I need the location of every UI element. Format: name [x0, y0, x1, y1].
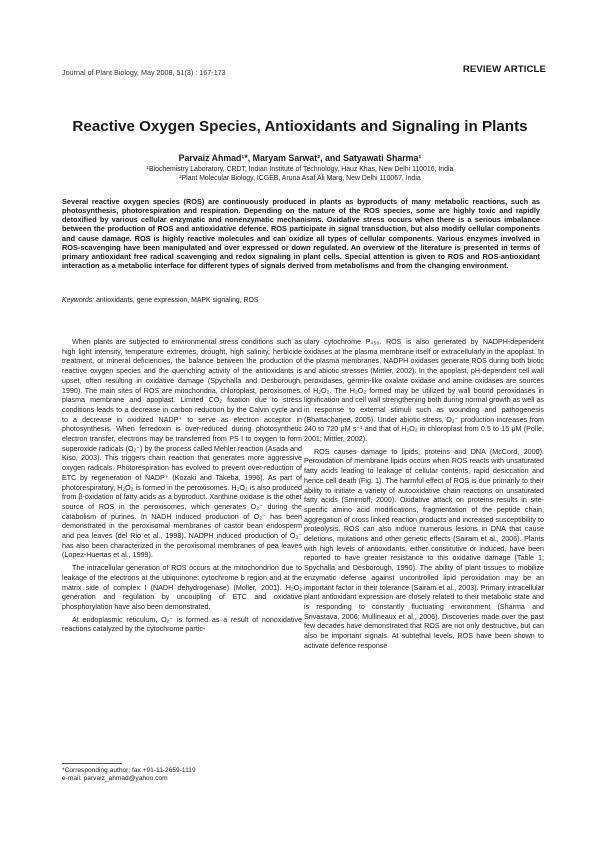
- paper-title: Reactive Oxygen Species, Antioxidants and Signaling in Plants: [72, 118, 528, 135]
- body-paragraph: ulary cytochrome P₄₅₀. ROS is also generated by NADPH-dependent oxidases at the plasma membrane itself or extracellularly in the apoplast. In the plasma membranes, NADPH oxidases generate ROS during both biotic and abiotic stresses (Mittler, 2002). In the apoplast, pH-dependent cell wall peroxidases, germin-like oxalate oxidase and amine oxidases are sources of H₂O₂. The H₂O₂ formed may be utilized by wall bound peroxidases in lignification and cell wall strengthening both during normal growth as well as in response to external stimuli such as wounding and pathogenesis (Bhattacharjee, 2005). Under abiotic stress, O₂⁻ production increases from 240 to 720 μM s⁻¹ and that of H₂O₂ in chloroplast from 0.5 to 15 μM (Polle, 2001; Mittler, 2002).: [304, 338, 544, 444]
- affiliation-1: ¹Biochemistry Laboratory, CRDT, Indian Institute of Technology, Hauz Khas, New Delhi 110016, India: [146, 166, 454, 173]
- article-type-label: REVIEW ARTICLE: [462, 64, 546, 75]
- body-paragraph: ROS causes damage to lipids, proteins and DNA (McCord, 2000). Peroxidation of membrane lipids occurs when ROS reacts with unsaturated fatty acids leading to leakage of cellular contents, rapid desiccation and hence cell death (Fig. 1). The harmful effect of ROS is due primarily to their ability to initiate a variety of autooxidative chain reactions on unsaturated fatty acids (Smirnoff, 2000). Oxidative attack on proteins results in site-specific amino acid modifications, fragmentation of the peptide chain, aggregation of cross linked reaction products and increased susceptibility to proteolysis. ROS can also induce numerous lesions in DNA that cause deletions, mutations and other genetic effects (Sairam et al., 2006). Plants with high levels of antioxidants, either constitutive or induced, have been reported to have greater resistance to this oxidative damage (Table 1; Spychalla and Desborough, 1990). The ability of plant tissues to mobilize enzymatic defense against uncontrolled lipid peroxidation may be an important factor in their tolerance (Sairam et al., 2003). Primary intracellular plant antioxidant expression are closely related to their metabolic state and is responding to constantly fluctuating environment (Sharma and Srivastava, 2006; Mullineaux et al., 2006). Discoveries made over the past few decades have demonstrated that ROS are not only destructive, but can also be important signals. At subtethal levels, ROS have been shown to activate defence response: [304, 447, 544, 650]
- author-email: e-mail: parvaiz_ahmad@yahoo.com: [62, 775, 168, 783]
- body-paragraph: The intracellular generation of ROS occurs at the mitochondrion due to leakage of the electrons at the ubiquinone: cytochrome b region and at the matrix side of complex I (NADH dehydrogenase) (Moller, 2001). H₂O₂ generation and regulation by uncoupling of ETC and oxidative phosphorylation have also been demonstrated.: [62, 564, 302, 611]
- journal-citation: Journal of Plant Biology, May 2008, 51(3) : 167-173: [62, 68, 226, 77]
- body-paragraph: When plants are subjected to environmental stress conditions such as high light intensity, temperature extremes, drought, high salinity, herbicide treatment, or mineral deficiencies, the balance between the production of reactive oxygen species and the quenching activity of the antioxidants is upset, often resulting in oxidative damage (Spychalla and Desborough, 1990). The main sites of ROS are mitochondria, chloroplast, peroxisomes, plasma membrane and apoplast. Limited CO₂ fixation due to stress conditions leads to a decrease in carbon reduction by the Calvin cycle and to a decrease in oxidized NADP⁺ to serve as electron acceptor in photosynthesis. When ferredoxin is over-reduced during photosynthetic electron transfer, electrons may be transferred from PS I to oxygen to form superoxide radicals (O₂⁻) by the process called Mehler reaction (Asada and Kiso, 2003). This triggers chain reaction that generates more aggressive oxygen radicals. Photorespiration has evolved to prevent over-reduction of ETC by regeneration of NADP⁺ (Kozaki and Takeba, 1996). As part of photorespiratory, H₂O₂ is formed in the peroxisomes. H₂O₂ is also produced from β-oxidation of fatty acids as a byproduct. Xanthine oxidase is the other source of ROS in the peroxisomes, which generates O₂⁻ during the catabolism of purines. In NADH induced production of O₂⁻ has been demonstrated in the peroxisomal membranes of castor bean endosperm and pea leaves (del Rio et al., 1998). NADPH induced production of O₂⁻ has also been characterized in the peroxisomal membranes of pea leaves (Lopez-Huertas et al., 1999).: [62, 338, 302, 560]
- body-column-right: [304, 338, 544, 652]
- keywords-label: Keywords:: [62, 297, 95, 304]
- affiliation-2: ²Plant Molecular Biology, ICGEB, Aruna Asaf Ali Marg, New Delhi 110067, India: [179, 175, 421, 182]
- body-column-left: [62, 338, 302, 635]
- abstract: Several reactive oxygen species (ROS) are continuously produced in plants as byproducts of many metabolic reactions, such as photosynthesis, photorespiration and respiration. Depending on the nature of the ROS species, some are highly toxic and rapidly detoxified by various cellular enzymatic and nonenzymatic mechanisms. Oxidative stress occurs when there is a serious imbalance between the production of ROS and antioxidative defence. ROS participate in signal transduction, but also modify cellular components and cause damage. ROS is highly reactive molecules and can oxidize all types of cellular components. Various enzymes involved in ROS-scavenging have been manipulated and over expressed or down regulated. An overview of the literature is presented in terms of primary antioxidant free radical scavenging and redox signaling in plant cells. Special attention is given to ROS and ROS-antioxidant interaction as a metabolic interface for different types of signals derived from metabolisms and from the changing environment.: [62, 197, 540, 271]
- author-list: Parvaiz Ahmad¹*, Maryam Sarwat², and Satyawati Sharma¹: [178, 153, 422, 163]
- footnote: [62, 767, 302, 784]
- footnote-divider: [62, 763, 122, 764]
- keywords: [62, 297, 540, 304]
- body-paragraph: At endoplasmic reticulum, O₂⁻ is formed as a result of nonoxidative reactions catalyzed by the cytochrome partic-: [62, 615, 302, 634]
- keywords-text: antioxidants, gene expression, MAPK signaling, ROS: [96, 297, 259, 304]
- corresponding-author: *Corresponding author; fax +91-11-2659-1119: [62, 767, 196, 774]
